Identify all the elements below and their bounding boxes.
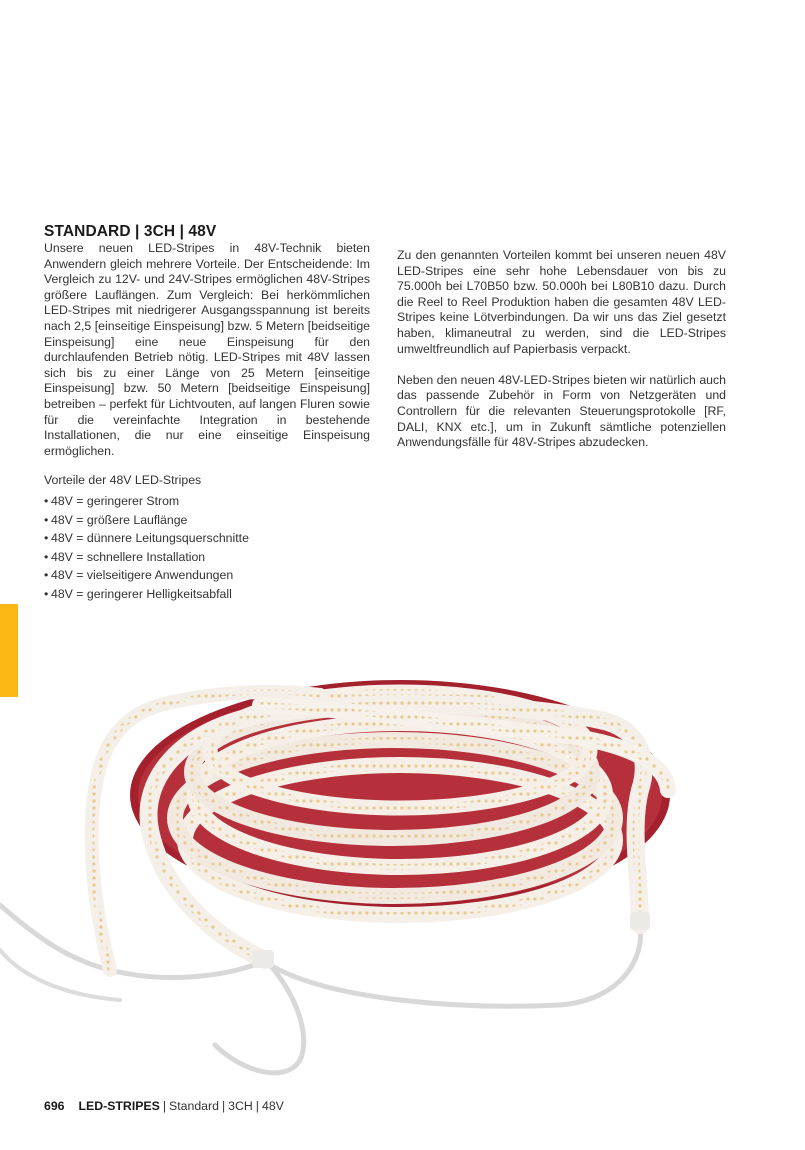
- bullet-icon: •: [44, 531, 49, 546]
- led-strip-reel-image: [0, 655, 805, 1095]
- details-text-column: [397, 248, 726, 466]
- strip-end-cap: [252, 950, 274, 968]
- strip-end-cap: [630, 912, 650, 930]
- bullet-icon: •: [44, 512, 49, 527]
- list-item: • 48V = dünnere Leitungsquerschnitte: [44, 529, 249, 548]
- benefits-heading: Vorteile der 48V LED-Stripes: [44, 473, 202, 487]
- footer-separator: |: [221, 1099, 226, 1113]
- bullet-icon: •: [44, 549, 49, 564]
- list-item: • 48V = vielseitigere Anwendungen: [44, 566, 249, 585]
- benefits-list-block: [44, 473, 249, 604]
- bullet-icon: •: [44, 494, 49, 508]
- breadcrumb: Standard: [169, 1099, 219, 1113]
- list-item: • 48V = größere Lauflänge: [44, 511, 249, 530]
- bullet-icon: •: [44, 586, 49, 601]
- page-footer: [44, 1099, 284, 1113]
- power-cable: [215, 965, 304, 1073]
- footer-separator: |: [162, 1099, 167, 1113]
- page-title: STANDARD | 3CH | 48V: [44, 223, 217, 240]
- list-item: • 48V = geringerer Helligkeitsabfall: [44, 585, 249, 604]
- power-cable: [270, 925, 641, 1006]
- page-number: 696: [44, 1099, 65, 1113]
- list-item: • 48V = geringerer Strom: [44, 492, 249, 511]
- breadcrumb: 48V: [261, 1099, 284, 1113]
- footer-section: LED-STRIPES: [78, 1099, 160, 1113]
- breadcrumb: 3CH: [228, 1099, 253, 1113]
- benefits-list: [44, 492, 249, 604]
- details-paragraph-1: Zu den genannten Vorteilen kommt bei unseren neuen 48V LED-Stripes eine sehr hohe Lebensdauer von bis zu 75.000h bei L70B50 bzw. 50.000h bei L80B10 dazu. Durch die Reel to Reel Produktion haben die gesamten 48V LED-Stripes keine Lötverbindungen. Da wir uns das Ziel gesetzt haben, klimaneutral zu werden, sind die LED-Stripes umweltfreundlich auf Papierbasis verpackt.: [397, 248, 726, 356]
- intro-paragraph: Unsere neuen LED-Stripes in 48V-Technik bieten Anwendern gleich mehrere Vorteile. Der Entscheidende: Im Vergleich zu 12V- und 24V-Stripes ermöglichen 48V-Stripes größere Lauflängen. Zum Vergleich: Bei herkömmlichen LED-Stripes mit niedrigerer Ausgangsspannung ist bereits nach 2,5 [einseitige Einspeisung] bzw. 5 Metern [beidseitige Einspeisung] eine neue Einspeisung für den durchlaufenden Betrieb nötig. LED-Stripes mit 48V lassen sich bis zu einer Länge von 25 Metern [einseitige Einspeisung] bzw. 50 Metern [beidseitige Einspeisung] betreiben – perfekt für Lichtvouten, auf langen Fluren sowie für die vereinfachte Integration in bestehende Installationen, die nur eine einseitige Einspeisung ermöglichen.: [44, 241, 370, 458]
- footer-separator: |: [255, 1099, 259, 1113]
- intro-text-column: [44, 241, 370, 475]
- bullet-icon: •: [44, 568, 49, 583]
- list-item: • 48V = schnellere Installation: [44, 548, 249, 567]
- details-paragraph-2: Neben den neuen 48V-LED-Stripes bieten wir natürlich auch das passende Zubehör in Form von Netzgeräten und Controllern für die relevanten Steuerungsprotokolle [RF, DALI, KNX etc.], um in Zukunft sämtliche potenziellen Anwendungsfälle für 48V-Stripes abzudecken.: [397, 372, 726, 450]
